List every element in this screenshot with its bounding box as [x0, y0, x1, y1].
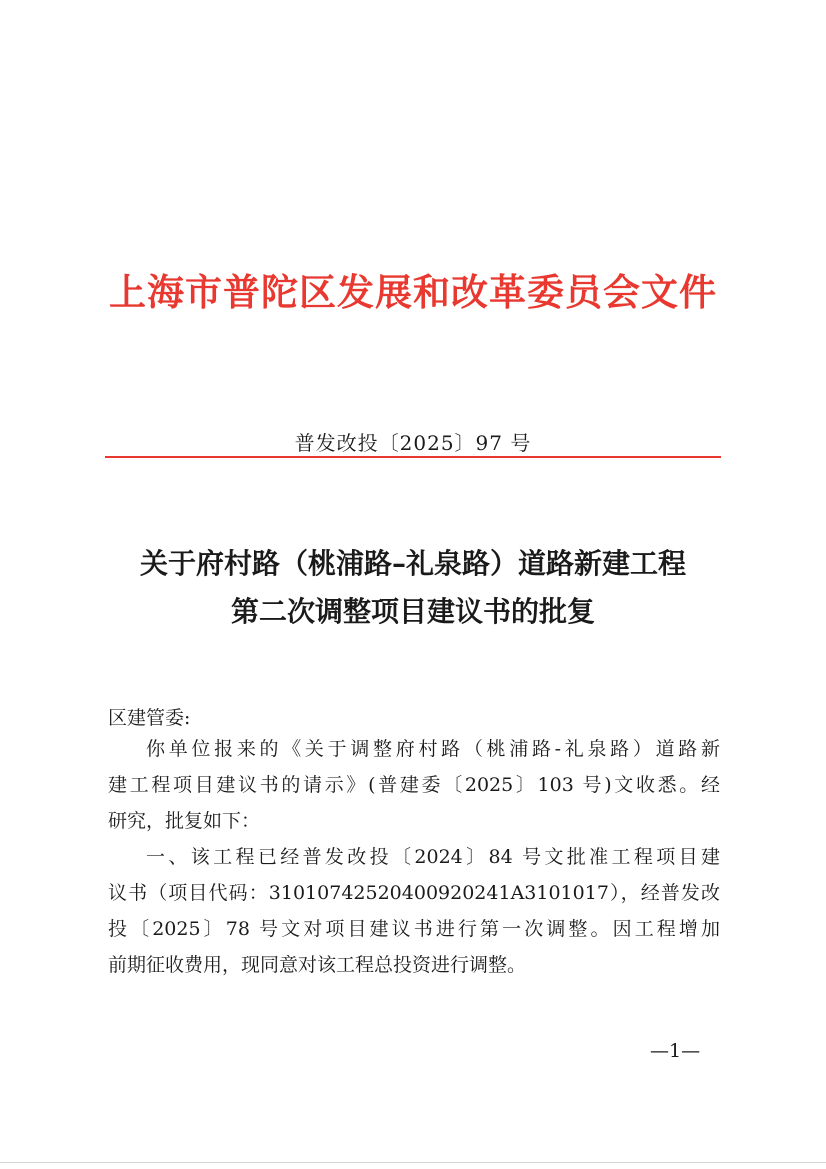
page-bottom-edge — [0, 1162, 826, 1163]
paragraph-2-line: 投〔2025〕78 号文对项目建议书进行第一次调整。因工程增加 — [108, 918, 720, 940]
red-divider-rule — [105, 456, 721, 458]
paragraph-2-line: 议书（项目代码：31010742520400920241A3101017），经普发改 — [108, 882, 720, 904]
title-line-1: 关于府村路（桃浦路–礼泉路）道路新建工程 — [139, 547, 686, 580]
document-number: 普发改投〔2025〕97 号 — [294, 431, 532, 455]
paragraph-2 — [108, 839, 720, 983]
paragraph-2-line: 前期征收费用，现同意对该工程总投资进行调整。 — [108, 954, 527, 976]
paragraph-1-line: 研究，批复如下： — [108, 810, 261, 832]
paragraph-1-line: 建工程项目建议书的请示》(普建委〔2025〕103 号)文收悉。经 — [108, 774, 720, 796]
document-title — [90, 540, 736, 636]
page-number: —1— — [650, 1040, 701, 1062]
salutation: 区建管委: — [108, 707, 191, 729]
title-line-2: 第二次调整项目建议书的批复 — [230, 595, 595, 628]
paragraph-2-line: 一、该工程已经普发改投〔2024〕84 号文批准工程项目建 — [146, 846, 720, 868]
paragraph-1-line: 你单位报来的《关于调整府村路（桃浦路-礼泉路）道路新 — [146, 738, 720, 760]
paragraph-1 — [108, 731, 720, 839]
masthead-title: 上海市普陀区发展和改革委员会文件 — [109, 270, 717, 314]
